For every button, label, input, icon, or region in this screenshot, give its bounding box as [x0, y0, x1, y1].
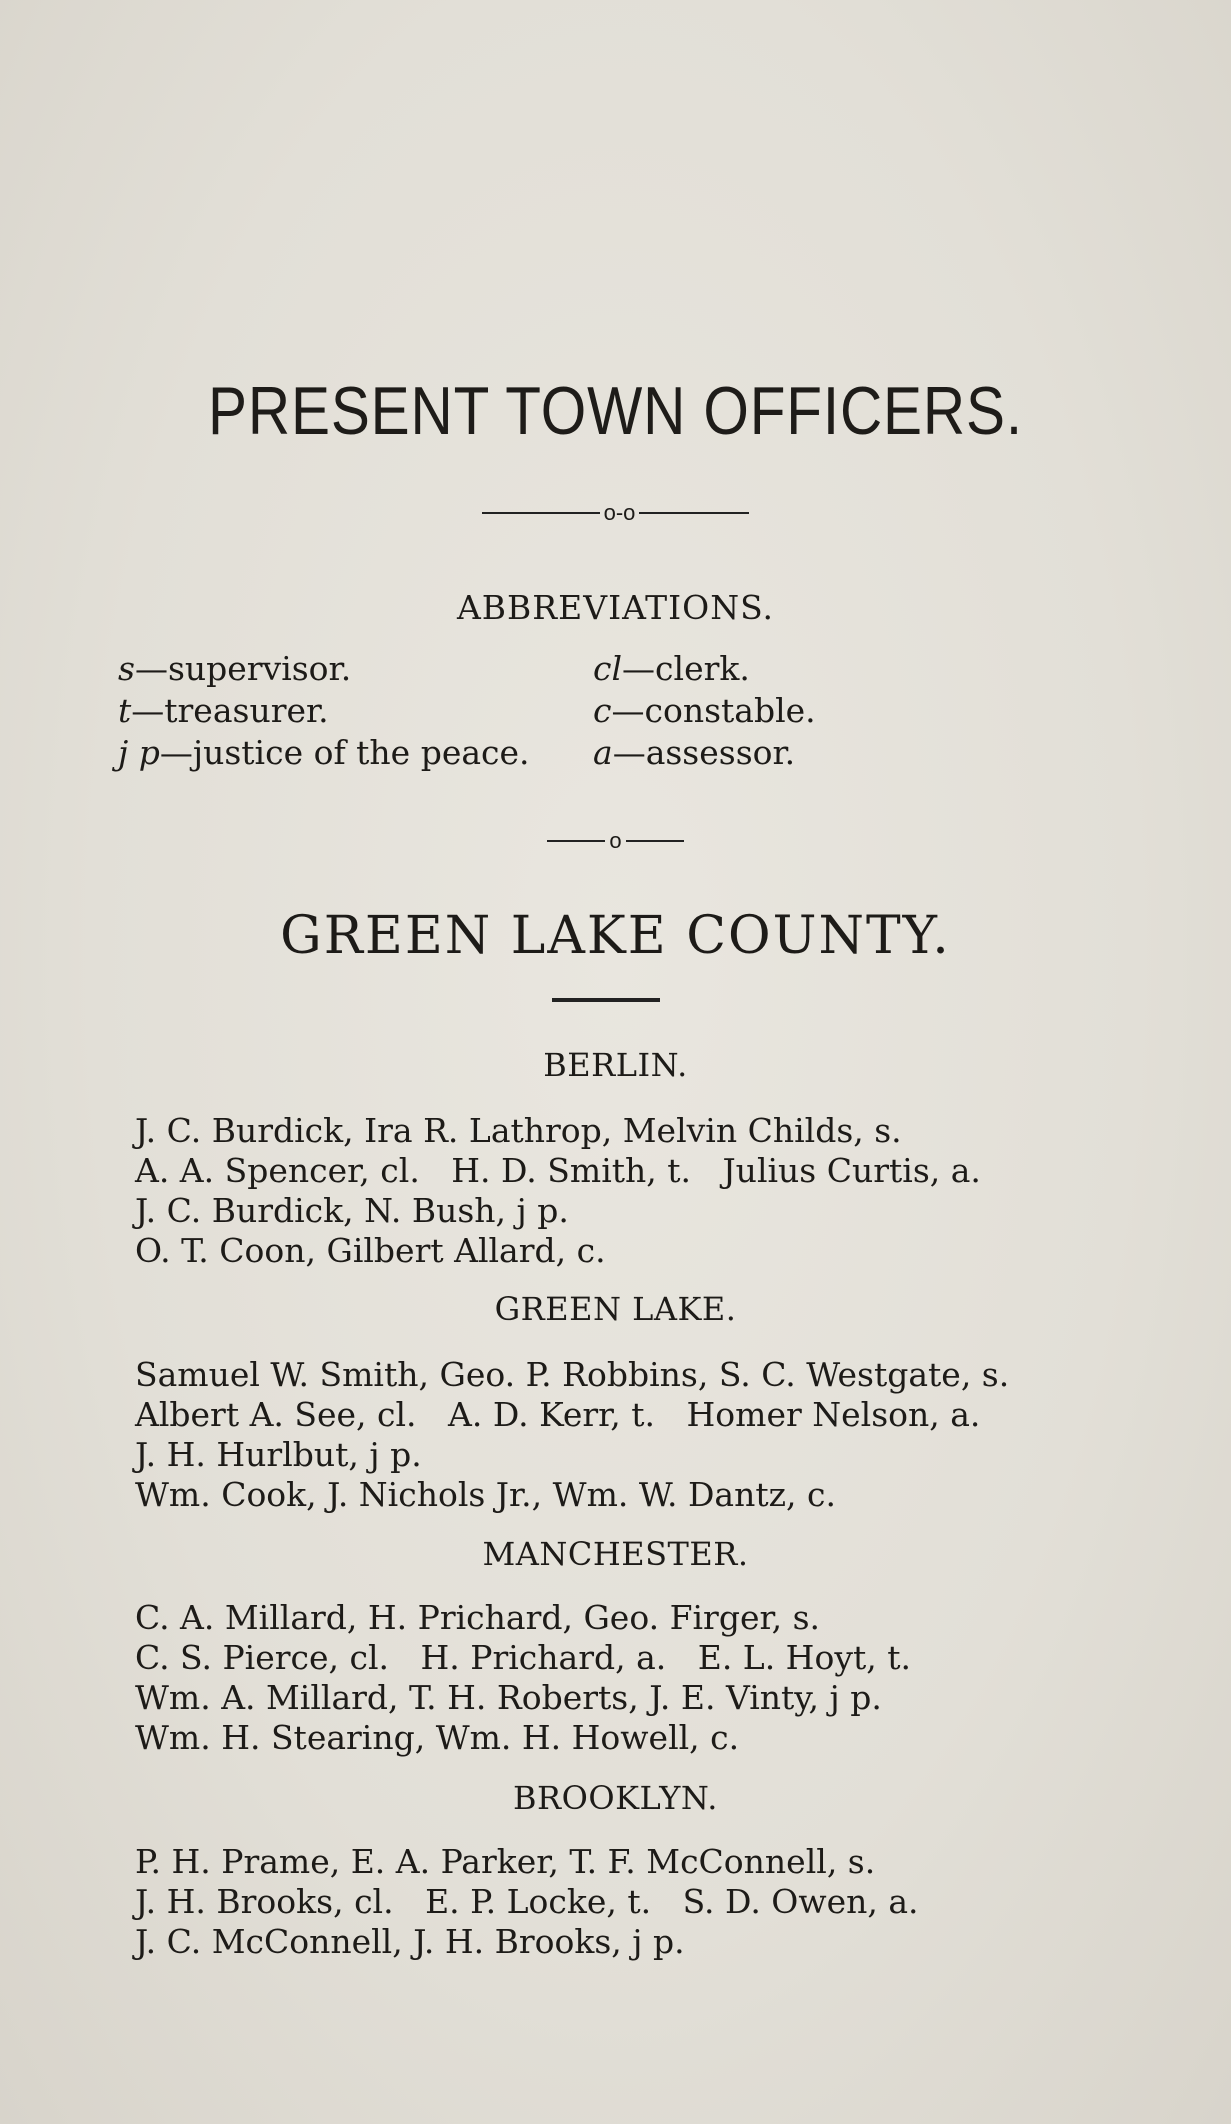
page-title: PRESENT TOWN OFFICERS. — [207, 373, 1023, 449]
abbreviation-row — [118, 690, 1128, 732]
abbreviation-item — [118, 732, 530, 774]
abbreviation-code: j p — [118, 733, 160, 772]
town-officers-manchester — [135, 1598, 1195, 1758]
officer-line: Albert A. See, cl. A. D. Kerr, t. Homer Nelson, a. — [135, 1395, 981, 1434]
officer-line: J. C. Burdick, Ira R. Lathrop, Melvin Childs, s. — [135, 1111, 902, 1150]
separator-line-right — [626, 840, 684, 842]
town-heading-berlin: BERLIN. — [543, 1046, 688, 1084]
abbreviation-code: s — [118, 649, 135, 688]
officer-line: J. C. Burdick, N. Bush, j p. — [135, 1191, 569, 1230]
officer-line: Wm. Cook, J. Nichols Jr., Wm. W. Dantz, c. — [135, 1475, 836, 1514]
officer-line: C. A. Millard, H. Prichard, Geo. Firger, s. — [135, 1598, 821, 1637]
officer-line: C. S. Pierce, cl. H. Prichard, a. E. L. Hoyt, t. — [135, 1638, 911, 1677]
officer-line: P. H. Prame, E. A. Parker, T. F. McConnell, s. — [135, 1842, 876, 1881]
abbreviation-code: c — [593, 691, 612, 730]
abbreviation-item — [593, 648, 750, 690]
abbreviation-meaning: —justice of the peace. — [159, 733, 530, 772]
town-officers-berlin — [135, 1111, 1195, 1271]
title-separator — [0, 500, 1231, 526]
abbreviation-code: cl — [593, 649, 623, 688]
separator-line-left — [482, 512, 600, 514]
county-rule — [552, 998, 660, 1002]
town-officers-green-lake — [135, 1355, 1195, 1515]
officer-line: Samuel W. Smith, Geo. P. Robbins, S. C. Westgate, s. — [135, 1355, 1010, 1394]
officer-line: J. H. Brooks, cl. E. P. Locke, t. S. D. Owen, a. — [135, 1882, 919, 1921]
officer-line: J. C. McConnell, J. H. Brooks, j p. — [135, 1922, 685, 1961]
separator-line-right — [639, 512, 749, 514]
officer-line: A. A. Spencer, cl. H. D. Smith, t. Julius Curtis, a. — [135, 1151, 981, 1190]
town-officers-brooklyn — [135, 1842, 1195, 1962]
abbreviation-code: t — [118, 691, 132, 730]
town-heading-green-lake: GREEN LAKE. — [494, 1290, 737, 1328]
abbreviation-meaning: —supervisor. — [134, 649, 352, 688]
abbreviations-list — [118, 648, 1128, 774]
town-heading-manchester: MANCHESTER. — [482, 1535, 749, 1573]
abbreviation-meaning: —clerk. — [622, 649, 750, 688]
abbreviations-separator — [0, 828, 1231, 854]
abbreviation-item — [593, 732, 795, 774]
officer-line: O. T. Coon, Gilbert Allard, c. — [135, 1231, 606, 1270]
abbreviation-item — [118, 648, 351, 690]
officer-line: J. H. Hurlbut, j p. — [135, 1435, 422, 1474]
abbreviation-meaning: —assessor. — [612, 733, 796, 772]
separator-line-left — [547, 840, 605, 842]
abbreviation-meaning: —constable. — [611, 691, 816, 730]
officer-line: Wm. A. Millard, T. H. Roberts, J. E. Vinty, j p. — [135, 1678, 882, 1717]
abbreviation-meaning: —treasurer. — [131, 691, 329, 730]
town-heading-brooklyn: BROOKLYN. — [513, 1779, 718, 1817]
abbreviation-code: a — [593, 733, 613, 772]
separator-mark: o-o — [603, 500, 636, 525]
abbreviation-row — [118, 648, 1128, 690]
officer-line: Wm. H. Stearing, Wm. H. Howell, c. — [135, 1718, 740, 1757]
abbreviation-item — [118, 690, 329, 732]
abbreviation-item — [593, 690, 816, 732]
abbreviation-row — [118, 732, 1128, 774]
separator-mark: o — [609, 828, 622, 853]
abbreviations-heading: ABBREVIATIONS. — [456, 588, 775, 627]
county-heading: GREEN LAKE COUNTY. — [280, 906, 951, 966]
